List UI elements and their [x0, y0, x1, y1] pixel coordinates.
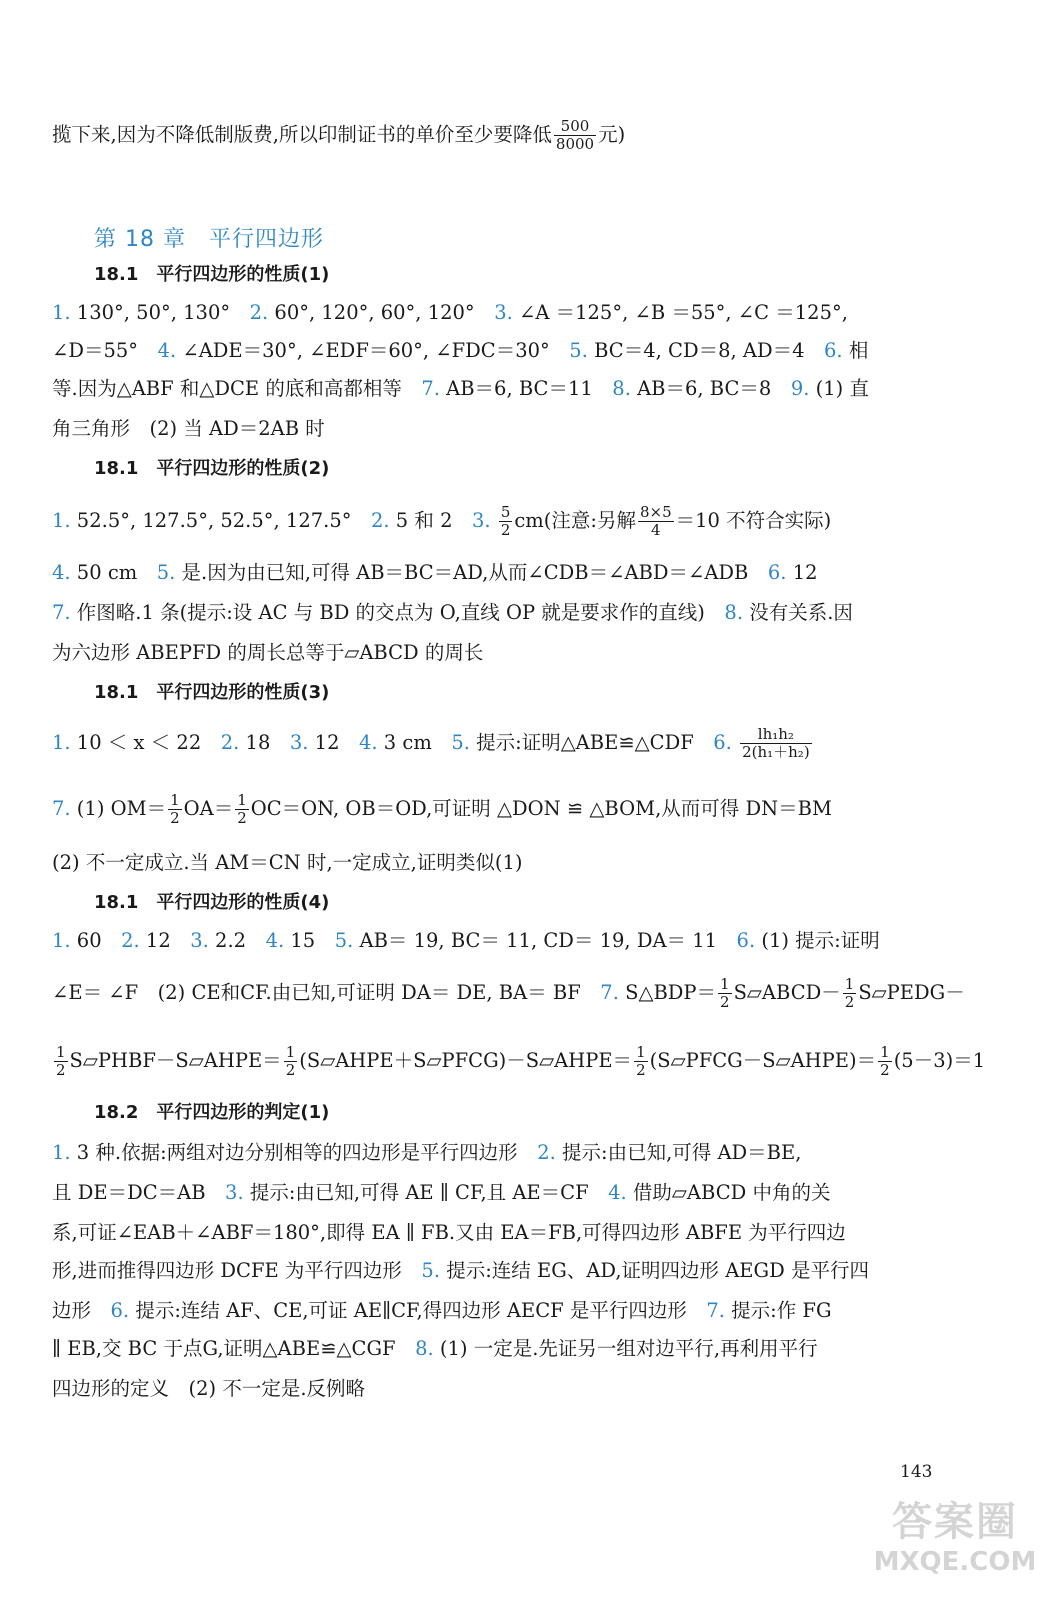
answer-text: 提示:证明△ABE≌△CDF [469, 731, 714, 754]
answer-line: ∠E＝ ∠F (2) CE和CF.由已知,可证明 DA＝ DE, BA＝ BF 7. S△BDP＝ $\frac{1}{2}$ S▱ABCD－ $\frac{1}{2}$ S▱PEDG－ [52, 975, 965, 1011]
question-number: 1. [52, 929, 71, 952]
question-number: 6. [110, 1299, 130, 1322]
answer-text: 相 [842, 339, 869, 362]
fraction-half: $\frac{1}{2}$ [880, 1043, 890, 1079]
answer-text: 60°, 120°, 60°, 120° [268, 301, 495, 324]
answer-line [52, 926, 942, 956]
question-number: 3. [225, 1181, 244, 1204]
answer-text: 边形 [52, 1299, 111, 1322]
answer-text: (1) 提示:证明 [755, 929, 880, 952]
answer-text: ∠ADE＝30°, ∠EDF＝60°, ∠FDC＝30° [176, 339, 570, 362]
answer-text: 18 [239, 731, 290, 754]
question-number: 3. [289, 731, 309, 754]
question-number: 6. [767, 561, 787, 584]
question-number: 3. [190, 929, 209, 952]
intro-line: 揽下来,因为不降低制版费,所以印制证书的单价至少要降低 $\frac{500}{8000}$ 元) [52, 117, 626, 153]
question-number: 5. [569, 339, 588, 362]
question-number: 2. [121, 929, 140, 952]
answer-text: ∠D＝55° [52, 339, 158, 362]
question-number: 6. [824, 339, 843, 362]
question-number: 8. [415, 1337, 434, 1360]
answer-text: 130°, 50°, 130° [70, 301, 250, 324]
answer-line [52, 1334, 942, 1364]
answer-text: 提示:作 FG [724, 1299, 832, 1322]
answer-text: 10 ＜ x ＜ 22 [70, 731, 221, 754]
answer-text [491, 509, 497, 532]
question-number: 6. [736, 929, 756, 952]
question-number: 9. [790, 377, 810, 400]
question-number: 7. [52, 601, 71, 624]
answer-text: AB＝ 19, BC＝ 11, CD＝ 19, DA＝ 11 [353, 929, 737, 952]
fraction-half: $\frac{1}{2}$ [285, 1043, 296, 1079]
question-number: 7. [706, 1299, 725, 1322]
fraction-half: $\frac{1}{2}$ [170, 791, 180, 827]
answer-line: $\frac{1}{2}$ S▱PHBF－S▱AHPE＝ $\frac{1}{2}$ (S▱AHPE＋S▱PFCG)－S▱AHPE＝ $\frac{1}{2}$ (S▱PFCG－S▱AHPE)＝ $\frac{1}{2}$ (5－3)＝1 [56, 1043, 986, 1079]
answer-text: 60 [70, 929, 122, 952]
fraction: $\frac{\text{lh₁h₂}}{\text{2(h₁＋h₂)}}$ [742, 725, 810, 761]
question-number: 5. [334, 929, 354, 952]
answer-line: 为六边形 ABEPFD 的周长总等于▱ABCD 的周长 [52, 641, 484, 664]
answer-text: 形,进而推得四边形 DCFE 为平行四边形 [52, 1259, 422, 1282]
answer-text: 50 cm [70, 561, 157, 584]
question-number: 1. [52, 301, 71, 324]
chapter-title: 第 18 章 平行四边形 [94, 227, 324, 252]
question-number: 2. [249, 301, 269, 324]
question-number: 7. [421, 377, 440, 400]
answer-text: 借助▱ABCD 中角的关 [626, 1181, 831, 1204]
fraction: $\frac{500}{8000}$ [555, 117, 595, 153]
question-number: 4. [265, 929, 285, 952]
question-number: 8. [724, 601, 744, 624]
answer-line [52, 1138, 942, 1168]
answer-text: ∥ EB,交 BC 于点G,证明△ABE≌△CGF [52, 1337, 416, 1360]
section-title: 18.1 平行四边形的性质(2) [94, 458, 330, 479]
answer-text: 15 [284, 929, 335, 952]
answer-text: 等.因为△ABF 和△DCE 的底和高都相等 [52, 377, 422, 400]
question-number: 5. [421, 1259, 441, 1282]
watermark-logo: 答案圈 [892, 1499, 1018, 1545]
answer-text: BC＝4, CD＝8, AD＝4 [587, 339, 825, 362]
answer-text: 提示:由已知,可得 AE ∥ CF,且 AE＝CF [243, 1181, 609, 1204]
question-number: 4. [157, 339, 177, 362]
answer-text: 且 DE＝DC＝AB [52, 1181, 226, 1204]
answer-line [52, 726, 942, 761]
page-number: 143 [900, 1462, 933, 1482]
answer-line [52, 558, 942, 588]
answer-text: 提示:连结 EG、AD,证明四边形 AEGD 是平行四 [440, 1259, 869, 1282]
question-number: 5. [451, 731, 470, 754]
answer-text: 没有关系.因 [743, 601, 853, 624]
question-number: 3. [494, 301, 513, 324]
answer-line [52, 1296, 942, 1326]
answer-line [52, 1256, 942, 1286]
question-number: 6. [713, 731, 732, 754]
answer-line: 四边形的定义 (2) 不一定是.反例略 [52, 1377, 366, 1400]
answer-line: 1. 52.5°, 127.5°, 52.5°, 127.5° 2. 5 和 2 3. $\frac{5}{2}$ cm(注意:另解 $\frac{8\times 5}{4}$ ＝10 不符合实际) [52, 503, 832, 539]
answer-line: 系,可证∠EAB＋∠ABF＝180°,即得 EA ∥ FB.又由 EA＝FB,可得四边形 ABFE 为平行四边 [52, 1221, 846, 1244]
question-number: 3. [472, 509, 491, 532]
question-number: 2. [537, 1141, 556, 1164]
question-number: 1. [52, 731, 71, 754]
answer-line [52, 336, 942, 366]
answer-text: 5 和 2 [389, 509, 473, 532]
answer-text: (1) 一定是.先证另一组对边平行,再利用平行 [433, 1337, 818, 1360]
fraction-half: $\frac{1}{2}$ [636, 1043, 646, 1079]
answer-text: 12 [786, 561, 818, 584]
section-title: 18.2 平行四边形的判定(1) [94, 1102, 330, 1123]
answer-text: 12 [308, 731, 359, 754]
question-number: 2. [370, 509, 390, 532]
answer-line [52, 374, 942, 404]
question-number: 4. [52, 561, 71, 584]
answer-text: ∠A ＝125°, ∠B ＝55°, ∠C ＝125°, [512, 301, 848, 324]
answer-line: (2) 不一定成立.当 AM＝CN 时,一定成立,证明类似(1) [52, 851, 523, 874]
question-number: 4. [608, 1181, 627, 1204]
answer-text [732, 731, 738, 754]
answer-line [52, 598, 942, 628]
answer-line [52, 1178, 942, 1208]
answer-line [52, 298, 942, 328]
answer-text: 3 种.依据:两组对边分别相等的四边形是平行四边形 [70, 1141, 538, 1164]
question-number: 1. [52, 509, 71, 532]
question-number: 8. [612, 377, 631, 400]
answer-text: 作图略.1 条(提示:设 AC 与 BD 的交点为 O,直线 OP 就是要求作的直线) [70, 601, 725, 624]
answer-line: 7. (1) OM＝ $\frac{1}{2}$ OA＝ $\frac{1}{2}$ OC＝ON, OB＝OD,可证明 △DON ≌ △BOM,从而可得 DN＝BM [52, 791, 832, 827]
fraction-half: $\frac{1}{2}$ [844, 975, 855, 1011]
answer-text: 3 cm [377, 731, 452, 754]
answer-text: 52.5°, 127.5°, 52.5°, 127.5° [70, 509, 371, 532]
answer-text: 2.2 [208, 929, 266, 952]
answer-text: (1) 直 [809, 377, 869, 400]
fraction: $\frac{5}{2}$ [500, 503, 511, 539]
fraction-half: $\frac{1}{2}$ [720, 975, 730, 1011]
section-title: 18.1 平行四边形的性质(3) [94, 682, 330, 703]
watermark [870, 1490, 1040, 1590]
answer-text: 提示:连结 AF、CE,可证 AE∥CF,得四边形 AECF 是平行四边形 [129, 1299, 707, 1322]
answer-text: AB＝6, BC＝8 [630, 377, 791, 400]
answer-text: 提示:由已知,可得 AD＝BE, [555, 1141, 802, 1164]
answer-text: AB＝6, BC＝11 [439, 377, 613, 400]
fraction-half: $\frac{1}{2}$ [56, 1043, 66, 1079]
fraction-half: $\frac{1}{2}$ [237, 791, 247, 827]
question-number: 1. [52, 1141, 71, 1164]
question-number: 5. [156, 561, 176, 584]
section-title: 18.1 平行四边形的性质(4) [94, 892, 330, 913]
section-title: 18.1 平行四边形的性质(1) [94, 264, 330, 285]
answer-line: 角三角形 (2) 当 AD＝2AB 时 [52, 417, 325, 440]
watermark-url: MXQE.COM [873, 1547, 1037, 1577]
question-number: 2. [220, 731, 240, 754]
answer-text: 是.因为由已知,可得 AB＝BC＝AD,从而∠CDB＝∠ABD＝∠ADB [175, 561, 768, 584]
fraction: $\frac{8\times 5}{4}$ [639, 503, 672, 539]
answer-text: 12 [139, 929, 191, 952]
question-number: 4. [358, 731, 378, 754]
